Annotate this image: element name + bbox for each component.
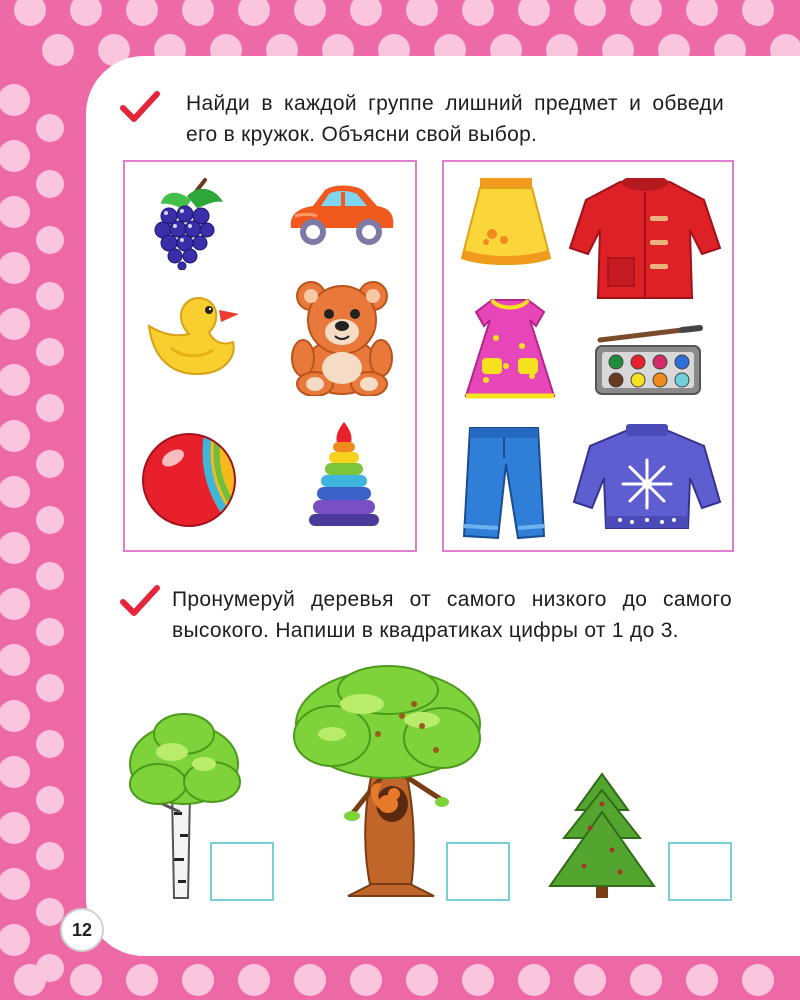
- polka-dot: [574, 964, 606, 996]
- ball-icon[interactable]: [139, 430, 239, 530]
- polka-dot: [0, 84, 30, 116]
- answer-box-fir[interactable]: [668, 842, 732, 901]
- polka-dot: [36, 954, 64, 982]
- task2-instructions: Пронумеруй деревья от самого низкого до самого высокого. Напиши в квадратиках цифры от 1 до 3.: [172, 588, 732, 642]
- polka-dot: [0, 532, 30, 564]
- teddy-bear-icon[interactable]: [287, 278, 397, 396]
- polka-dot: [36, 394, 64, 422]
- polka-dot: [0, 868, 30, 900]
- fir-tree-icon[interactable]: [546, 772, 658, 900]
- group-left-frame: [123, 160, 417, 552]
- polka-dot: [0, 196, 30, 228]
- toy-car-icon[interactable]: [281, 184, 399, 250]
- polka-dot: [0, 308, 30, 340]
- rubber-duck-icon[interactable]: [143, 292, 243, 380]
- jeans-icon[interactable]: [462, 424, 546, 542]
- polka-dot: [0, 812, 30, 844]
- polka-dot: [350, 964, 382, 996]
- polka-dot: [182, 964, 214, 996]
- polka-dot: [518, 964, 550, 996]
- polka-dot: [462, 964, 494, 996]
- polka-dot: [36, 338, 64, 366]
- polka-dot: [742, 0, 774, 26]
- polka-dot: [36, 114, 64, 142]
- polka-dot: [294, 0, 326, 26]
- coat-icon[interactable]: [568, 178, 722, 302]
- polka-dot: [36, 674, 64, 702]
- polka-dot: [36, 730, 64, 758]
- polka-dot: [36, 618, 64, 646]
- polka-dot: [36, 282, 64, 310]
- checkmark-icon: [120, 584, 160, 618]
- grapes-icon[interactable]: [147, 178, 233, 270]
- polka-dot: [294, 964, 326, 996]
- sweater-icon[interactable]: [572, 424, 722, 532]
- polka-dot: [686, 0, 718, 26]
- polka-dot: [36, 562, 64, 590]
- dress-icon[interactable]: [462, 296, 558, 400]
- task1-instructions: Найди в каждой группе лишний предмет и обведи его в кружок. Объясни свой выбор.: [186, 92, 724, 146]
- group-right-frame: [442, 160, 734, 552]
- polka-dot: [36, 842, 64, 870]
- paint-set-icon[interactable]: [594, 322, 706, 398]
- answer-box-birch[interactable]: [210, 842, 274, 901]
- polka-dot: [462, 0, 494, 26]
- polka-dot: [0, 756, 30, 788]
- polka-dot: [70, 964, 102, 996]
- polka-dot: [36, 450, 64, 478]
- polka-dot: [630, 0, 662, 26]
- polka-dot: [70, 0, 102, 26]
- checkmark-icon: [120, 90, 160, 124]
- stacking-pyramid-icon[interactable]: [307, 418, 381, 530]
- polka-dot: [36, 170, 64, 198]
- polka-dot: [406, 0, 438, 26]
- polka-dot: [36, 898, 64, 926]
- polka-dot: [406, 964, 438, 996]
- polka-dot: [0, 476, 30, 508]
- polka-dot: [14, 0, 46, 26]
- polka-dot: [126, 964, 158, 996]
- page-number: 12: [60, 908, 104, 952]
- polka-dot: [742, 964, 774, 996]
- polka-dot: [36, 506, 64, 534]
- polka-dot: [0, 420, 30, 452]
- polka-dot: [0, 140, 30, 172]
- polka-dot: [686, 964, 718, 996]
- skirt-icon[interactable]: [458, 176, 554, 268]
- polka-dot: [0, 644, 30, 676]
- polka-dot: [518, 0, 550, 26]
- polka-dot: [574, 0, 606, 26]
- polka-dot: [0, 588, 30, 620]
- polka-dot: [0, 252, 30, 284]
- polka-dot: [36, 226, 64, 254]
- polka-dot: [350, 0, 382, 26]
- polka-dot: [238, 0, 270, 26]
- polka-dot: [238, 964, 270, 996]
- polka-dot: [0, 364, 30, 396]
- polka-dot: [0, 700, 30, 732]
- polka-dot: [126, 0, 158, 26]
- polka-dot: [36, 786, 64, 814]
- answer-box-oak[interactable]: [446, 842, 510, 901]
- polka-dot: [182, 0, 214, 26]
- polka-dot: [42, 34, 74, 66]
- polka-dot: [0, 924, 30, 956]
- polka-dot: [630, 964, 662, 996]
